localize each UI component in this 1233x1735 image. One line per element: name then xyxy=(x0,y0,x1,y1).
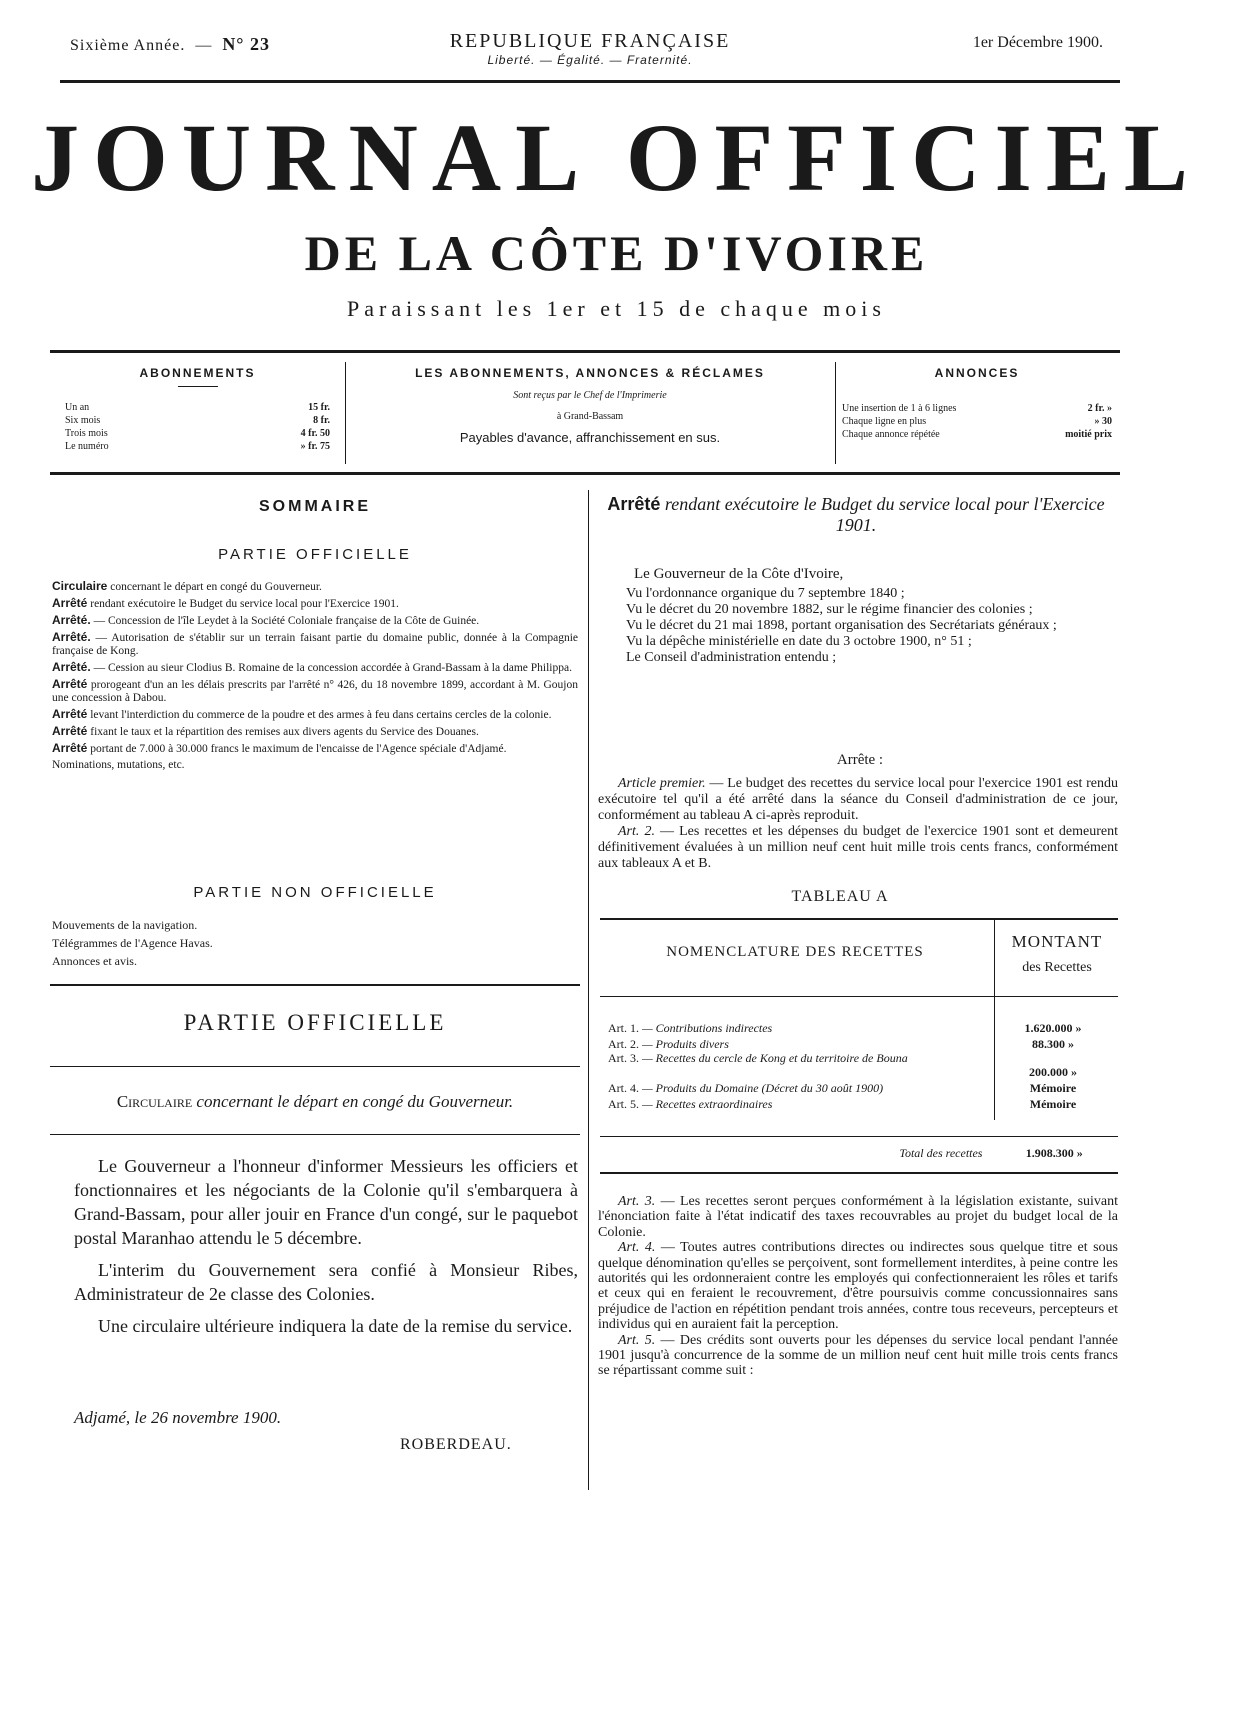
preamble-line: Le Gouverneur de la Côte d'Ivoire, xyxy=(634,566,844,582)
issue-date: 1er Décembre 1900. xyxy=(972,34,1103,51)
republic-title: REPUBLIQUE FRANÇAISE xyxy=(449,30,731,52)
subscriptions-heading: ABONNEMENTS xyxy=(139,366,256,380)
place-date: Adjamé, le 26 novembre 1900. xyxy=(74,1408,282,1427)
masthead-subtitle: DE LA CÔTE D'IVOIRE xyxy=(304,225,929,281)
center-box-heading: LES ABONNEMENTS, ANNONCES & RÉCLAMES xyxy=(415,366,765,380)
list-item: Arrêté rendant exécutoire le Budget du service local pour l'Exercice 1901. xyxy=(52,596,399,610)
rate-row: Un an 15 fr. xyxy=(65,402,330,413)
box-divider xyxy=(345,362,346,464)
center-box-line2: à Grand-Bassam xyxy=(556,411,624,422)
paragraph: L'interim du Gouvernement sera confié à Monsieur Ribes, Administrateur de 2e classe des Colonies. xyxy=(74,1260,578,1304)
preamble-line: Vu le décret du 21 mai 1898, portant organisation des Secrétariats généraux ; xyxy=(626,618,1057,633)
edition-line: Sixième Année. — N° 23 xyxy=(70,34,271,54)
list-item: Télégrammes de l'Agence Havas. xyxy=(52,936,213,950)
arrete-articles-3-5 xyxy=(598,1194,1118,1379)
total-value: 1.908.300 » xyxy=(1025,1146,1083,1160)
table-row: Art. 3. — Recettes du cercle de Kong et du territoire de Bouna 200.000 » xyxy=(608,1051,1077,1079)
sommaire-partie-officielle: PARTIE OFFICIELLE xyxy=(218,546,412,563)
list-item: Nominations, mutations, etc. xyxy=(52,759,185,771)
table-head-recettes: des Recettes xyxy=(1022,960,1092,975)
preamble-line: Le Conseil d'administration entendu ; xyxy=(626,650,837,665)
section-rule xyxy=(50,1066,580,1067)
table-body xyxy=(608,1020,1116,1112)
table-head-montant: MONTANT xyxy=(1011,932,1103,951)
subscriptions-box xyxy=(55,366,340,453)
header-rule xyxy=(60,80,1120,83)
preamble-line: Vu la dépêche ministérielle en date du 3 octobre 1900, n° 51 ; xyxy=(626,634,972,649)
ad-rate-row: Chaque annonce répétée moitié prix xyxy=(842,429,1112,440)
list-item: Arrêté levant l'interdiction du commerce de la poudre et des armes à feu dans certains cercles de la colonie. xyxy=(52,707,552,721)
republic-header xyxy=(380,30,800,67)
list-item: Annonces et avis. xyxy=(52,954,137,968)
table-rule xyxy=(600,1172,1118,1174)
table-total-row xyxy=(608,1146,1116,1161)
table-rule xyxy=(600,918,1118,920)
center-box xyxy=(350,366,830,445)
rate-row: Six mois 8 fr. xyxy=(65,415,330,426)
center-box-line1: Sont reçus par le Chef de l'Imprimerie xyxy=(513,390,667,401)
sommaire-list xyxy=(52,580,578,775)
arrete-preamble xyxy=(606,566,1118,666)
masthead-title: JOURNAL OFFICIEL xyxy=(31,104,1202,211)
table-row: Art. 5. — Recettes extraordinaires Mémoire xyxy=(608,1097,1077,1111)
paragraph: Le Gouverneur a l'honneur d'informer Messieurs les officiers et fonctionnaires et les négociants de la Colonie qu'il s'embarquera à Grand-Bassam, pour aller jouir en France d'un congé, sur le paquebot postal Maranhao attendu le 5 décembre. xyxy=(74,1156,578,1248)
list-item: Arrêté. — Autorisation de s'établir sur un terrain faisant partie du domaine public, donnée à la Compagnie française de Kong. xyxy=(52,630,578,657)
article: Art. 2. — Les recettes et les dépenses du budget de l'exercice 1901 sont et demeurent définitivement évaluées à un million neuf cent huit mille trois cents francs, conformément aux tableaux A et B. xyxy=(598,824,1119,871)
list-item: Arrêté fixant le taux et la répartition des remises aux divers agents du Service des Douanes. xyxy=(52,724,479,738)
article: Art. 5. — Des crédits sont ouverts pour les dépenses du service local pendant l'année 1901 jusqu'à concurrence de la somme de un million neuf cent huit mille trois cents francs se répartissant comme suit : xyxy=(598,1332,1119,1379)
list-item: Arrêté portant de 7.000 à 30.000 francs le maximum de l'encaisse de l'Agence spéciale d'Adjamé. xyxy=(52,741,507,755)
circulaire-body xyxy=(74,1154,578,1346)
table-row: Art. 1. — Contributions indirectes 1.620.000 » xyxy=(608,1021,1082,1035)
section-rule xyxy=(50,984,580,986)
arrete-word: Arrête : xyxy=(836,752,884,768)
list-item: Circulaire concernant le départ en congé du Gouverneur. xyxy=(52,579,322,593)
table-head-nomenclature: NOMENCLATURE DES RECETTES xyxy=(666,944,924,960)
column-divider xyxy=(588,490,589,1490)
article: Art. 3. — Les recettes seront perçues conformément à la législation existante, suivant l'énonciation faite à l'état indicatif des taxes recouvrables au projet du budget local de la Colonie. xyxy=(598,1194,1119,1240)
box-top-rule xyxy=(50,350,1120,353)
sommaire-partie-non-officielle: PARTIE NON OFFICIELLE xyxy=(193,884,437,901)
sommaire-title: SOMMAIRE xyxy=(259,498,371,515)
partie-officielle-heading: PARTIE OFFICIELLE xyxy=(183,1010,447,1035)
ad-rate-row: Une insertion de 1 à 6 lignes 2 fr. » xyxy=(842,403,1112,414)
list-item: Arrêté. — Concession de l'île Leydet à la Société Coloniale française de la Côte de Guinée. xyxy=(52,613,480,627)
box-bottom-rule xyxy=(50,472,1120,475)
table-title: TABLEAU A xyxy=(791,888,889,905)
masthead-tagline: Paraissant les 1er et 15 de chaque mois xyxy=(347,296,886,321)
list-item: Arrêté. — Cession au sieur Clodius B. Romaine de la concession accordée à Grand-Bassam à la dame Philippa. xyxy=(52,660,572,674)
republic-motto: Liberté. — Égalité. — Fraternité. xyxy=(487,53,693,67)
total-label: Total des recettes xyxy=(899,1146,983,1160)
article: Art. 4. — Toutes autres contributions directes ou indirectes sous quelque titre et sous quelque dénomination qu'elles se perçoivent, sont formellement interdites, à peine contre les autorités qui les ordonneraient contre les employés qui confectionneraient les rôles et tarifs et ceux qui en feraient le recouvrement, d'être poursuivis comme concussionnaires sans préjudice de l'action en répétition pendant trois années, contre tous receveurs, percepteurs et individus qui en auraient fait la perception. xyxy=(598,1240,1119,1333)
preamble-line: Vu l'ordonnance organique du 7 septembre 1840 ; xyxy=(626,586,905,601)
center-box-line3: Payables d'avance, affranchissement en sus. xyxy=(459,430,721,445)
circulaire-title: Circulaire concernant le départ en congé du Gouverneur. xyxy=(116,1092,514,1111)
arrete-articles-1-2 xyxy=(598,776,1118,872)
paragraph: Une circulaire ultérieure indiquera la date de la remise du service. xyxy=(98,1316,573,1336)
rate-row: Le numéro » fr. 75 xyxy=(65,441,330,452)
section-rule xyxy=(50,1134,580,1135)
list-item: Arrêté prorogeant d'un an les délais prescrits par l'arrêté n° 426, du 18 novembre 1899, accordant à M. Goujon une concession à Dabou. xyxy=(52,677,578,704)
non-officielle-list xyxy=(52,916,578,970)
table-row: Art. 2. — Produits divers 88.300 » xyxy=(608,1037,1074,1051)
rate-row: Trois mois 4 fr. 50 xyxy=(65,428,330,439)
box-divider xyxy=(835,362,836,464)
edition-label: Sixième Année. xyxy=(70,37,186,54)
issue-number: N° 23 xyxy=(222,34,271,54)
ads-heading: ANNONCES xyxy=(934,366,1020,380)
arrete-title: Arrêté rendant exécutoire le Budget du service local pour l'Exercice 1901. xyxy=(607,494,1105,535)
ad-rate-row: Chaque ligne en plus » 30 xyxy=(842,416,1112,427)
list-item: Mouvements de la navigation. xyxy=(52,918,198,932)
ads-box xyxy=(842,366,1112,441)
signature: ROBERDEAU. xyxy=(400,1436,512,1453)
table-rule xyxy=(600,996,1118,997)
table-row: Art. 4. — Produits du Domaine (Décret du 30 août 1900) Mémoire xyxy=(608,1081,1077,1095)
preamble-line: Vu le décret du 20 novembre 1882, sur le régime financier des colonies ; xyxy=(626,602,1033,617)
table-rule xyxy=(600,1136,1118,1137)
article: Article premier. — Le budget des recettes du service local pour l'exercice 1901 est rendu exécutoire tel qu'il a été arrêté dans la séance du Conseil d'administration de ce jour, conformément au tableau A ci-après reproduit. xyxy=(598,776,1119,823)
